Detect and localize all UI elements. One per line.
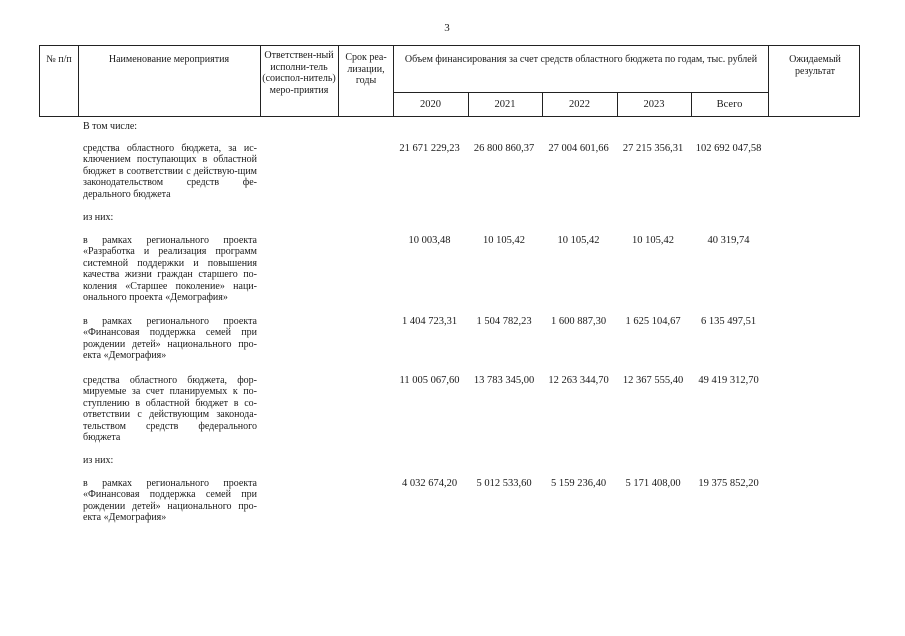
row-label: из них: [83,212,114,223]
table-header [39,45,860,117]
value-2020: 10 003,48 [408,235,451,246]
header-result: Ожидаемый результат [789,54,841,77]
value-2022: 1 600 887,30 [550,316,607,327]
row-label: в рамках регионального проекта «Разработка и реализация программ системной поддержки и повышения качества жизни граждан старшего по-коления «Старшее поколение» наци-онального проекта «Демография» [83,235,257,304]
header-year-total: Всего [716,99,743,110]
value-2022: 12 263 344,70 [548,375,609,386]
header-term: Срок реа-лизации, годы [345,52,387,86]
value-2020: 1 404 723,31 [401,316,458,327]
row-label: в рамках регионального проекта «Финансовая поддержка семей при рождении детей» национального про-екта «Демография» [83,316,257,362]
value-2021: 5 012 533,60 [476,478,532,489]
value-2020: 4 032 674,20 [401,478,458,489]
value-2023: 10 105,42 [632,235,674,246]
header-year: 2020 [420,99,441,110]
value-2022: 10 105,42 [557,235,600,246]
value-2023: 27 215 356,31 [622,143,684,154]
row-label: средства областного бюджета, фор-мируемые за счет планируемых к по-ступлению в областной бюджет в со-ответствии с действующим законода-тельством средств федерального бюджета [83,375,257,444]
value-total: 6 135 497,51 [700,316,757,327]
value-2020: 21 671 229,23 [399,143,460,154]
value-total: 49 419 312,70 [698,375,759,386]
value-2021: 10 105,42 [483,235,525,246]
value-2022: 5 159 236,40 [550,478,607,489]
value-2021: 26 800 860,37 [473,143,535,154]
row-divider [393,92,768,93]
column-divider [768,46,769,116]
value-2023: 12 367 555,40 [622,375,684,386]
value-2022: 27 004 601,66 [548,143,609,154]
value-2021: 1 504 782,23 [476,316,532,327]
header-year: 2022 [569,99,590,110]
value-total: 40 319,74 [707,235,750,246]
value-total: 19 375 852,20 [698,478,759,489]
row-label: средства областного бюджета, за ис-ключением поступающих в областной бюджет в соответствии с действую-щим законодательством средств фе-дерального бюджета [83,143,257,200]
row-label: В том числе: [83,121,138,132]
column-divider [338,46,339,116]
header-year: 2021 [494,99,516,110]
value-2021: 13 783 345,00 [473,375,535,386]
page-number: 3 [444,22,450,34]
value-2020: 11 005 067,60 [399,375,460,386]
value-total: 102 692 047,58 [695,143,762,154]
header-funding: Объем финансирования за счет средств областного бюджета по годам, тыс. рублей [404,54,758,65]
column-divider [260,46,261,116]
value-2023: 1 625 104,67 [625,316,681,327]
header-name: Наименование мероприятия [108,54,230,65]
row-label: в рамках регионального проекта «Финансовая поддержка семей при рождении детей» национального про-екта «Демография» [83,478,257,524]
value-2023: 5 171 408,00 [625,478,681,489]
header-year: 2023 [643,99,665,110]
header-num: № п/п [46,54,72,65]
row-label: из них: [83,455,114,466]
header-executor: Ответствен-ный исполни-тель (соиспол-нитель) меро-приятия [262,50,336,96]
